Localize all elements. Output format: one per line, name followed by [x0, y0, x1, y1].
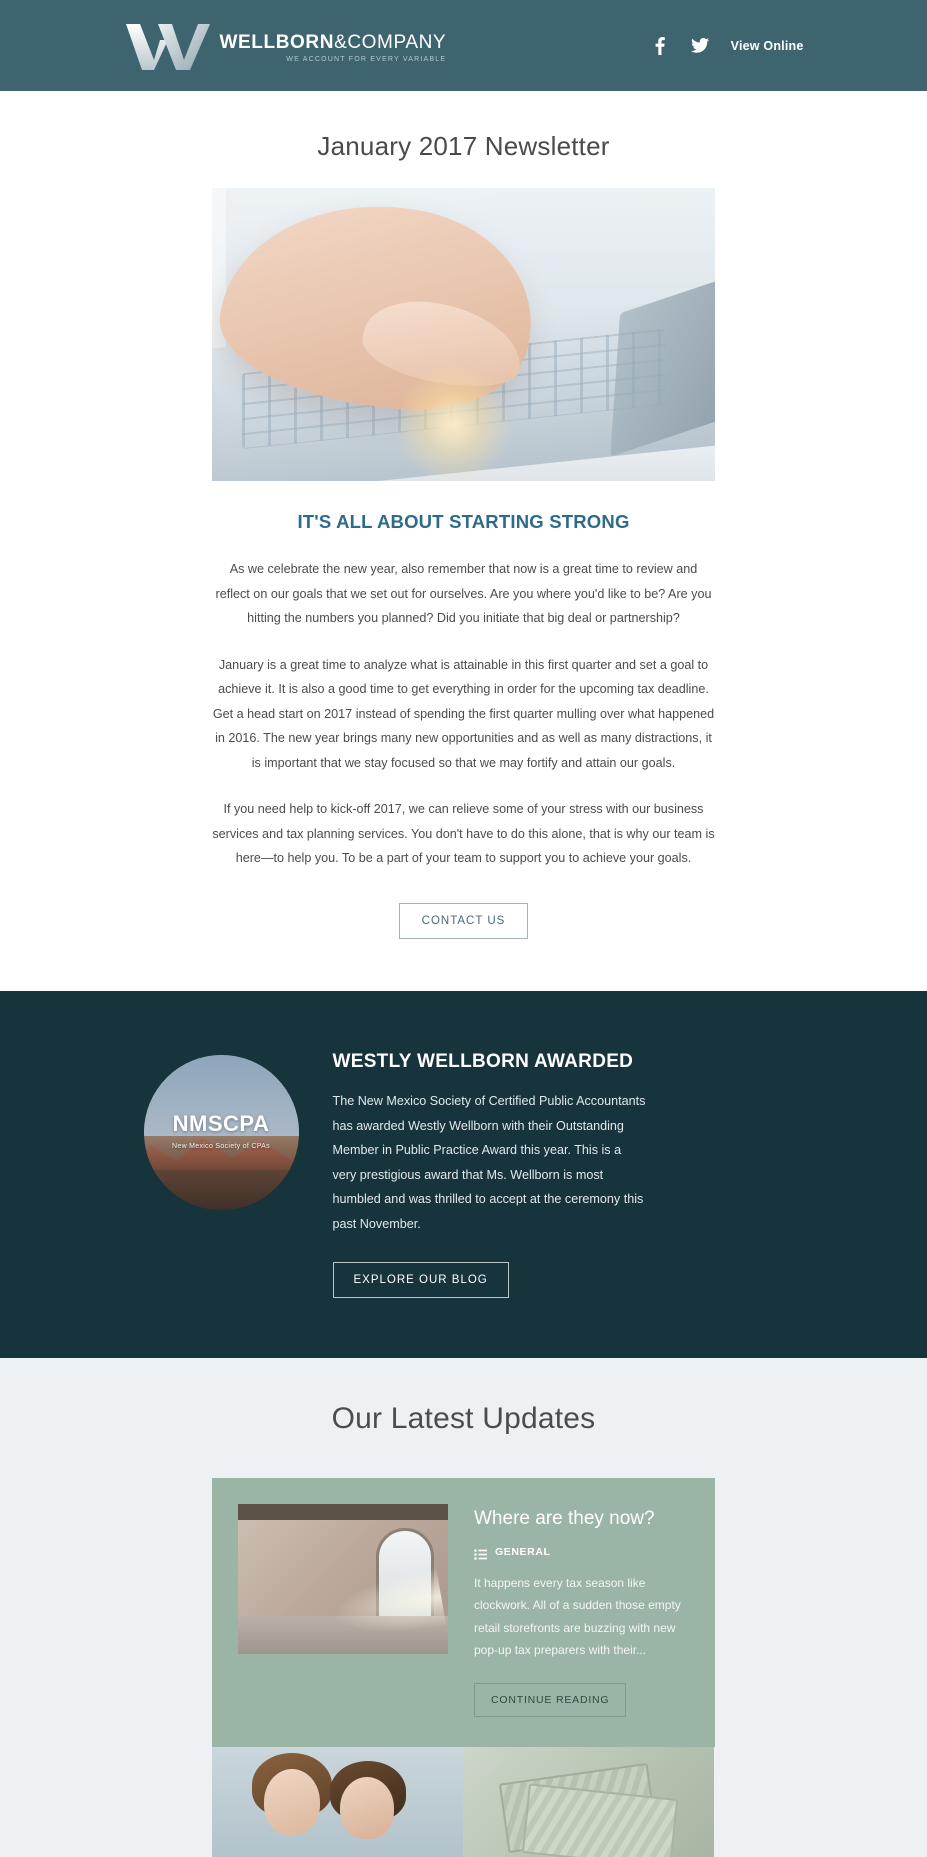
continue-reading-button[interactable]: CONTINUE READING [474, 1683, 626, 1717]
view-online-link[interactable]: View Online [730, 38, 804, 53]
post2-bill-front [522, 1783, 678, 1857]
thumb-beam [238, 1504, 448, 1520]
article-section [212, 481, 715, 871]
award-inner [144, 1047, 784, 1298]
secondary-posts-row [212, 1747, 715, 1857]
logo-name-bold: WELLBORN [219, 31, 335, 53]
header-actions [651, 37, 804, 55]
featured-post-meta [474, 1546, 689, 1558]
featured-post-category[interactable]: GENERAL [495, 1546, 551, 1559]
featured-post-thumbnail [238, 1504, 448, 1654]
contact-cta-wrap [0, 893, 927, 991]
nmscpa-badge-image [144, 1055, 299, 1210]
contact-us-button[interactable]: CONTACT US [399, 903, 529, 939]
explore-blog-button[interactable]: EXPLORE OUR BLOG [333, 1262, 509, 1298]
secondary-post-card-2[interactable] [463, 1747, 714, 1857]
award-text: The New Mexico Society of Certified Public Accountants has awarded Westly Wellborn with their Outstanding Member in Public Practice Award this year. This is a very prestigious award that Ms. Wellborn is most humbled and was thrilled to accept at the ceremony this past November. [332, 1094, 646, 1231]
badge-title: NMSCPA [172, 1110, 270, 1136]
page-title: January 2017 Newsletter [317, 131, 610, 161]
post1-person2-face [340, 1777, 394, 1839]
list-icon [474, 1547, 487, 1558]
featured-post-excerpt: It happens every tax season like clockwork. All of a sudden those empty retail storefronts are buzzing with new pop-up tax preparers with their... [474, 1576, 681, 1657]
newsletter-title-block [0, 91, 927, 188]
logo-name-rest: &COMPANY [334, 31, 447, 53]
updates-section [0, 1358, 927, 1857]
post1-person1-face [264, 1769, 320, 1835]
badge-subtitle: New Mexico Society of CPAs [172, 1143, 270, 1151]
award-section [0, 991, 927, 1358]
featured-post-card[interactable] [212, 1478, 715, 1747]
award-heading: WESTLY WELLBORN AWARDED [332, 1051, 634, 1073]
badge-ground [144, 1170, 299, 1210]
logo-tagline: WE ACCOUNT FOR EVERY VARIABLE [286, 55, 447, 63]
email-header [0, 0, 927, 91]
twitter-icon[interactable] [691, 37, 709, 55]
header-inner [124, 20, 804, 72]
logo-text [220, 29, 447, 63]
featured-post-body [474, 1504, 689, 1717]
logo-company-name [220, 33, 447, 52]
facebook-icon[interactable] [651, 37, 669, 55]
secondary-post-card-1[interactable] [212, 1747, 463, 1857]
updates-heading: Our Latest Updates [331, 1402, 596, 1436]
article-paragraph-1: As we celebrate the new year, also remember that now is a great time to review and reflect on our goals that we set out for ourselves. Are you where you'd like to be? Are you hitting the numbers you planned? Did you initiate that big deal or partnership? [215, 562, 712, 626]
hero-image [212, 188, 715, 481]
article-heading: IT'S ALL ABOUT STARTING STRONG [297, 511, 630, 532]
featured-post-title: Where are they now? [474, 1508, 655, 1530]
article-paragraph-2: January is a great time to analyze what is attainable in this first quarter and set a goal to achieve it. It is also a good time to get everything in order for the upcoming tax deadline. Get a head start on 2017 instead of spending the first quarter mulling over what happened in 2016. The new year brings many new opportunities and as well as many distractions, it is important that we stay focused so that we may fortify and attain our goals. [212, 657, 715, 770]
hero-light-flare [393, 364, 513, 481]
company-logo[interactable] [124, 20, 447, 72]
article-paragraph-3: If you need help to kick-off 2017, we can relieve some of your stress with our business services and tax planning services. You don't have to do this alone, that is why our team is here—to help you. To be a part of your team to support you to achieve your goals. [212, 802, 715, 866]
award-body [333, 1047, 648, 1298]
w-logo-icon [124, 20, 212, 72]
